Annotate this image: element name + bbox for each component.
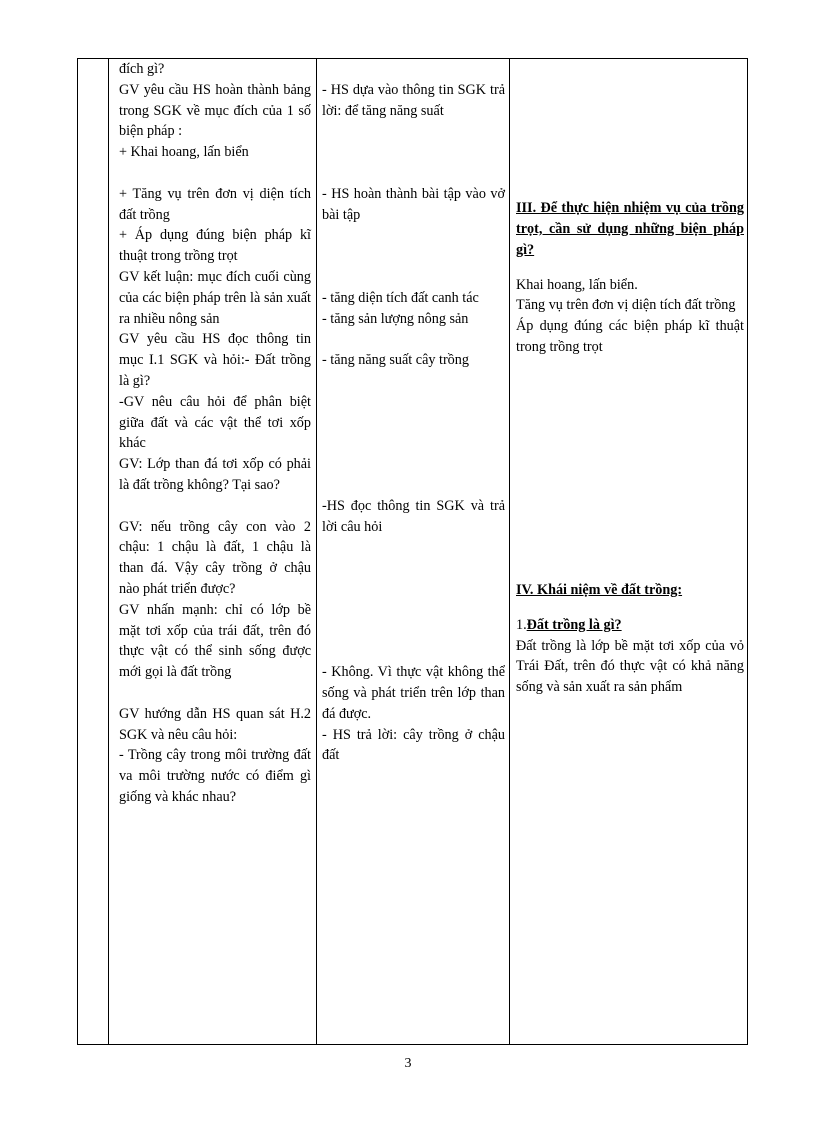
column-divider [509, 59, 510, 1044]
student-text: - HS trả lời: cây trồng ở chậu đất [322, 726, 505, 764]
teacher-text: đích gì? [119, 61, 165, 77]
section-item: Tăng vụ trên đơn vị diện tích đất trồng [516, 297, 736, 314]
teacher-text: - Trồng cây trong môi trường đất va môi trường nước có điểm gì giống và khác nhau? [119, 747, 311, 805]
teacher-text: GV: Lớp than đá tơi xốp có phải là đất trồng không? Tại sao? [119, 456, 311, 493]
teacher-text: GV hướng dẫn HS quan sát H.2 SGK và nêu câu hỏi: [119, 705, 311, 743]
teacher-text: + Áp dụng đúng biện pháp kĩ thuật trong trồng trọt [119, 227, 311, 265]
student-text: - Không. Vì thực vật không thể sống và phát triển trên lớp than đá được. [322, 664, 505, 722]
student-activity-column [322, 59, 505, 766]
subsection-number: 1. [516, 616, 527, 633]
teacher-text: -GV nêu câu hỏi để phân biệt giữa đất và các vật thể tơi xốp khác [119, 393, 311, 452]
teacher-text: GV yêu cầu HS hoàn thành bảng trong SGK về mục đích của 1 số biện pháp : [119, 81, 311, 140]
column-divider [108, 59, 109, 1044]
teacher-text: GV kết luận: mục đích cuối cùng của các biện pháp trên là sản xuất ra nhiều nông sản [119, 268, 311, 327]
student-text: - HS dựa vào thông tin SGK trả lời: để tăng năng suất [322, 81, 505, 119]
student-text: -HS đọc thông tin SGK và trả lời câu hỏi [322, 497, 505, 535]
subsection-heading [516, 615, 744, 636]
teacher-text: GV nhấn mạnh: chỉ có lớp bề mặt tơi xốp của trái đất, trên đó thực vật có thể sinh sống được mới gọi là đất trồng [119, 601, 311, 681]
student-text: - tăng sản lượng nông sản [322, 310, 469, 327]
subsection-title: Đất trồng là gì? [526, 616, 622, 633]
section-item: Khai hoang, lấn biển. [516, 276, 638, 293]
student-text: - HS hoàn thành bài tập vào vở bài tập [322, 185, 505, 223]
teacher-text: GV yêu cầu HS đọc thông tin mục I.1 SGK và hỏi:- Đất trồng là gì? [119, 331, 311, 389]
student-text: - tăng diện tích đất canh tác [322, 289, 479, 306]
definition-text: Đất trồng là lớp bề mặt tơi xốp của vỏ Trái Đất, trên đó thực vật có khả năng sống và sản xuất ra sản phẩm [516, 637, 744, 696]
student-text: - tăng năng suất cây trồng [322, 352, 469, 369]
section-heading: III. Để thực hiện nhiệm vụ của trồng trọt, cần sử dụng những biện pháp gì? [516, 199, 744, 258]
lesson-content-column [516, 59, 744, 698]
teacher-text: + Tăng vụ trên đơn vị diện tích đất trồng [119, 185, 311, 223]
section-heading: IV. Khái niệm về đất trồng: [516, 581, 683, 598]
lesson-table [77, 58, 748, 1045]
teacher-text: + Khai hoang, lấn biển [119, 144, 249, 161]
page-number: 3 [404, 1056, 412, 1071]
teacher-activity-column [119, 59, 311, 808]
column-divider [316, 59, 317, 1044]
teacher-text: GV: nếu trồng cây con vào 2 chậu: 1 chậu là đất, 1 chậu là than đá. Vậy cây trồng ở chậu nào phát triển được? [119, 518, 311, 597]
section-item: Áp dụng đúng các biện pháp kĩ thuật trong trồng trọt [516, 318, 744, 355]
